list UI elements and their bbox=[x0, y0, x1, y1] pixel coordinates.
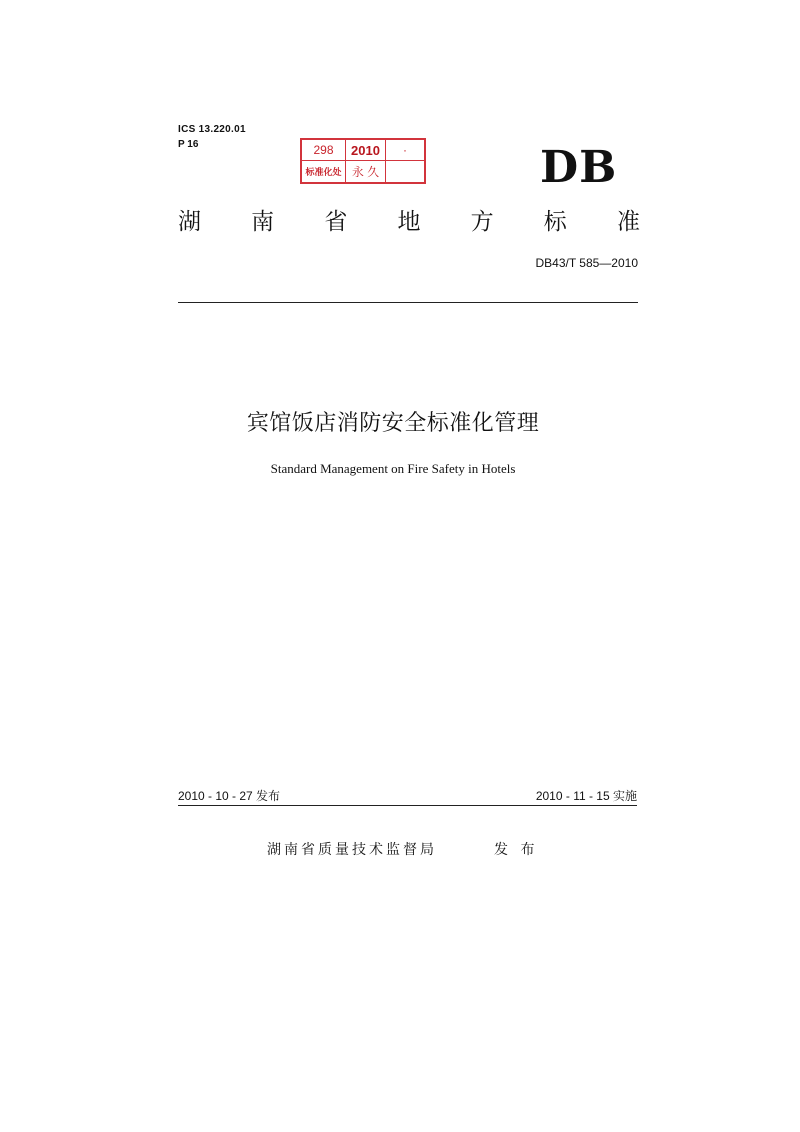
title-char: 南 bbox=[251, 209, 275, 235]
stamp-office: 标准化处 bbox=[302, 161, 346, 182]
document-title: 宾馆饭店消防安全标准化管理 bbox=[246, 411, 540, 436]
issuing-authority: 湖南省质量技术监督局 bbox=[267, 842, 437, 858]
db-mark: DB bbox=[540, 142, 618, 193]
title-char: 方 bbox=[470, 209, 494, 235]
issue-label: 发 布 bbox=[494, 842, 539, 858]
title-char: 湖 bbox=[178, 209, 201, 235]
ics-code: ICS 13.220.01 bbox=[178, 124, 246, 135]
title-char: 省 bbox=[324, 209, 348, 235]
stamp-mark: · bbox=[386, 140, 424, 161]
issue-date: 2010 - 10 - 27 发布 bbox=[178, 789, 281, 803]
footer-divider bbox=[178, 805, 637, 806]
stamp-number: 298 bbox=[302, 140, 346, 161]
title-char: 地 bbox=[397, 209, 421, 235]
title-char: 准 bbox=[616, 209, 640, 235]
classification-code: P 16 bbox=[178, 139, 199, 150]
header-divider bbox=[178, 302, 638, 303]
standard-number: DB43/T 585—2010 bbox=[535, 256, 638, 270]
document-title-english: Standard Management on Fire Safety in Hotels bbox=[270, 461, 516, 476]
stamp-empty bbox=[386, 161, 424, 182]
implementation-date: 2010 - 11 - 15 实施 bbox=[535, 789, 637, 803]
title-char: 标 bbox=[543, 209, 567, 235]
stamp-year: 2010 bbox=[346, 140, 386, 161]
archive-stamp bbox=[300, 138, 426, 184]
provincial-standard-title bbox=[178, 207, 640, 237]
stamp-retention: 永 久 bbox=[346, 161, 386, 182]
